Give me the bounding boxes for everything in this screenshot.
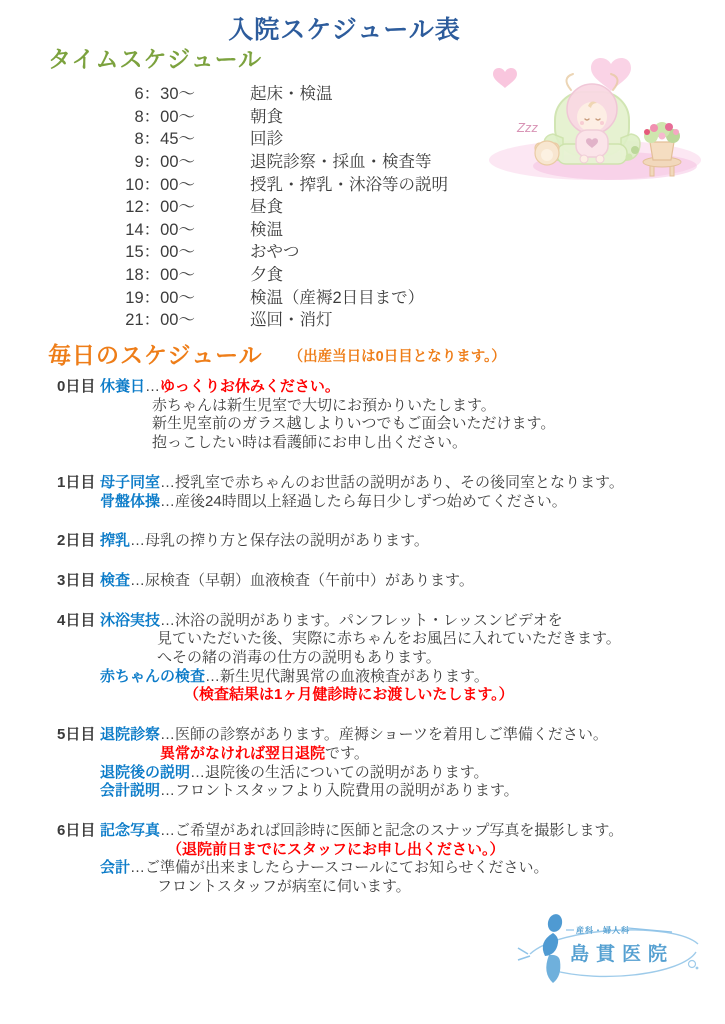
- schedule-term: 会計: [100, 859, 131, 877]
- schedule-term: 退院診察: [100, 726, 161, 744]
- day-line: 記念写真…ご希望があれば回診時に医師と記念のスナップ写真を撮影します。: [100, 821, 624, 839]
- day-label: 1日目: [57, 473, 96, 491]
- time-value: 12：00～: [125, 198, 195, 217]
- day-section-1: [57, 474, 717, 511]
- day-line: 見ていただいた後、実際に赤ちゃんをお風呂に入れていただきます。: [157, 630, 621, 648]
- activity-label: おやつ: [250, 243, 300, 262]
- daily-schedule-list: [57, 378, 717, 918]
- day-line: 会計…ご準備が出来ましたらナースコールにてお知らせください。: [100, 859, 549, 877]
- activity-label: 退院診察・採血・検査等: [250, 153, 432, 172]
- day-line: 退院診察…医師の診察があります。産褥ショーツを着用しご準備ください。: [100, 726, 608, 744]
- logo-subtitle: 産科・婦人科: [576, 926, 630, 935]
- activity-label: 授乳・搾乳・沐浴等の説明: [250, 175, 448, 194]
- time-schedule-row: [50, 239, 448, 262]
- schedule-term: 会計説明: [100, 782, 161, 800]
- day-section-5: [57, 726, 717, 801]
- time-value: 8：45～: [134, 130, 195, 149]
- daily-schedule-title: 毎日のスケジュール: [48, 342, 263, 368]
- alert-text: （退院前日までにスタッフにお申し出ください。）: [167, 840, 505, 858]
- clinic-logo: [516, 910, 706, 988]
- day-line: 母子同室…授乳室で赤ちゃんのお世話の説明があり、その後同室となります。: [100, 473, 624, 491]
- schedule-term: 搾乳: [100, 532, 131, 550]
- time-schedule-row: [50, 171, 448, 194]
- time-schedule-row: [50, 307, 448, 330]
- schedule-term: 骨盤体操: [100, 492, 161, 510]
- time-schedule-row: [50, 284, 448, 307]
- day-label: 0日目: [57, 378, 96, 395]
- time-schedule-heading: タイムスケジュール: [48, 46, 263, 72]
- time-value: 15：00～: [125, 243, 195, 262]
- activity-label: 検温: [250, 220, 283, 239]
- time-schedule-row: [50, 149, 448, 172]
- day-section-4: [57, 612, 717, 706]
- day-line: 赤ちゃんは新生児室で大切にお預かりいたします。: [152, 396, 496, 414]
- day-line: 沐浴実技…沐浴の説明があります。パンフレット・レッスンビデオを: [100, 611, 563, 629]
- time-value: 9：00～: [134, 153, 195, 172]
- time-schedule-row: [50, 126, 448, 149]
- schedule-term: 休養日: [100, 378, 146, 395]
- day-label: 3日目: [57, 571, 96, 589]
- time-value: 10：00～: [125, 175, 195, 194]
- alert-text: （検査結果は1ヶ月健診時にお渡しいたします。）: [184, 686, 514, 704]
- day-line: 検査…尿検査（早朝）血液検査（午前中）があります。: [100, 571, 474, 589]
- day-label: 6日目: [57, 821, 96, 839]
- alert-text: ゆっくりお休みください。: [160, 378, 340, 395]
- day-line: 会計説明…フロントスタッフより入院費用の説明があります。: [100, 782, 519, 800]
- day-line: へその緒の消毒の仕方の説明もあります。: [157, 649, 441, 667]
- sleeping-baby-art: [483, 56, 717, 186]
- day-label: 5日目: [57, 726, 96, 744]
- day-line: 骨盤体操…産後24時間以上経過したら毎日少しずつ始めてください。: [100, 492, 567, 510]
- time-value: 19：00～: [125, 288, 195, 307]
- alert-text: 異常がなければ翌日退院: [160, 744, 326, 762]
- time-schedule-row: [50, 104, 448, 127]
- day-label: 4日目: [57, 611, 96, 629]
- time-value: 8：00～: [134, 107, 195, 126]
- sleeping-baby-illustration: [483, 56, 717, 186]
- time-schedule-row: [50, 262, 448, 285]
- time-schedule-row: [50, 217, 448, 240]
- day-line: 赤ちゃんの検査…新生児代謝異常の血液検査があります。: [100, 667, 489, 685]
- day-section-2: [57, 532, 717, 551]
- heart-icon: [493, 68, 517, 88]
- day-label: 2日目: [57, 532, 96, 550]
- time-schedule-row: [50, 81, 448, 104]
- day-line: 新生児室前のガラス越しよりいつでもご面会いただけます。: [152, 415, 556, 433]
- page-title: 入院スケジュール表: [228, 16, 461, 44]
- activity-label: 昼食: [250, 198, 283, 217]
- time-schedule-list: [50, 81, 448, 330]
- zzz-text: Zzz: [517, 120, 538, 135]
- day-line: 異常がなければ翌日退院です。: [160, 744, 369, 762]
- activity-label: 起床・検温: [250, 85, 333, 104]
- daily-schedule-heading: [48, 337, 506, 370]
- schedule-term: 赤ちゃんの検査: [100, 667, 206, 685]
- activity-label: 朝食: [250, 107, 283, 126]
- time-schedule-row: [50, 194, 448, 217]
- day-line: 搾乳…母乳の搾り方と保存法の説明があります。: [100, 532, 429, 550]
- schedule-term: 検査: [100, 571, 131, 589]
- time-value: 21：00～: [125, 311, 195, 330]
- time-value: 14：00～: [125, 220, 195, 239]
- day-line: 休養日…ゆっくりお休みください。: [100, 378, 340, 395]
- time-value: 18：00～: [125, 266, 195, 285]
- time-value: 6：30～: [134, 85, 195, 104]
- day-line: 退院後の説明…退院後の生活についての説明があります。: [100, 763, 489, 781]
- activity-label: 巡回・消灯: [250, 311, 333, 330]
- logo-clinic-name: 島貫医院: [570, 944, 675, 965]
- activity-label: 回診: [250, 130, 283, 149]
- schedule-term: 沐浴実技: [100, 611, 161, 629]
- clinic-logo-art: [516, 910, 706, 988]
- day-section-6: [57, 822, 717, 897]
- activity-label: 夕食: [250, 266, 283, 285]
- day-line: フロントスタッフが病室に伺います。: [157, 878, 411, 896]
- schedule-term: 退院後の説明: [100, 763, 191, 781]
- day-section-0: [57, 378, 717, 453]
- day-line: 抱っこしたい時は看護師にお申し出ください。: [152, 434, 468, 452]
- activity-label: 検温（産褥2日目まで）: [250, 288, 425, 307]
- daily-schedule-note: （出産当日は0日目となります。）: [288, 349, 506, 365]
- day-section-3: [57, 572, 717, 591]
- schedule-term: 母子同室: [100, 473, 161, 491]
- schedule-term: 記念写真: [100, 821, 161, 839]
